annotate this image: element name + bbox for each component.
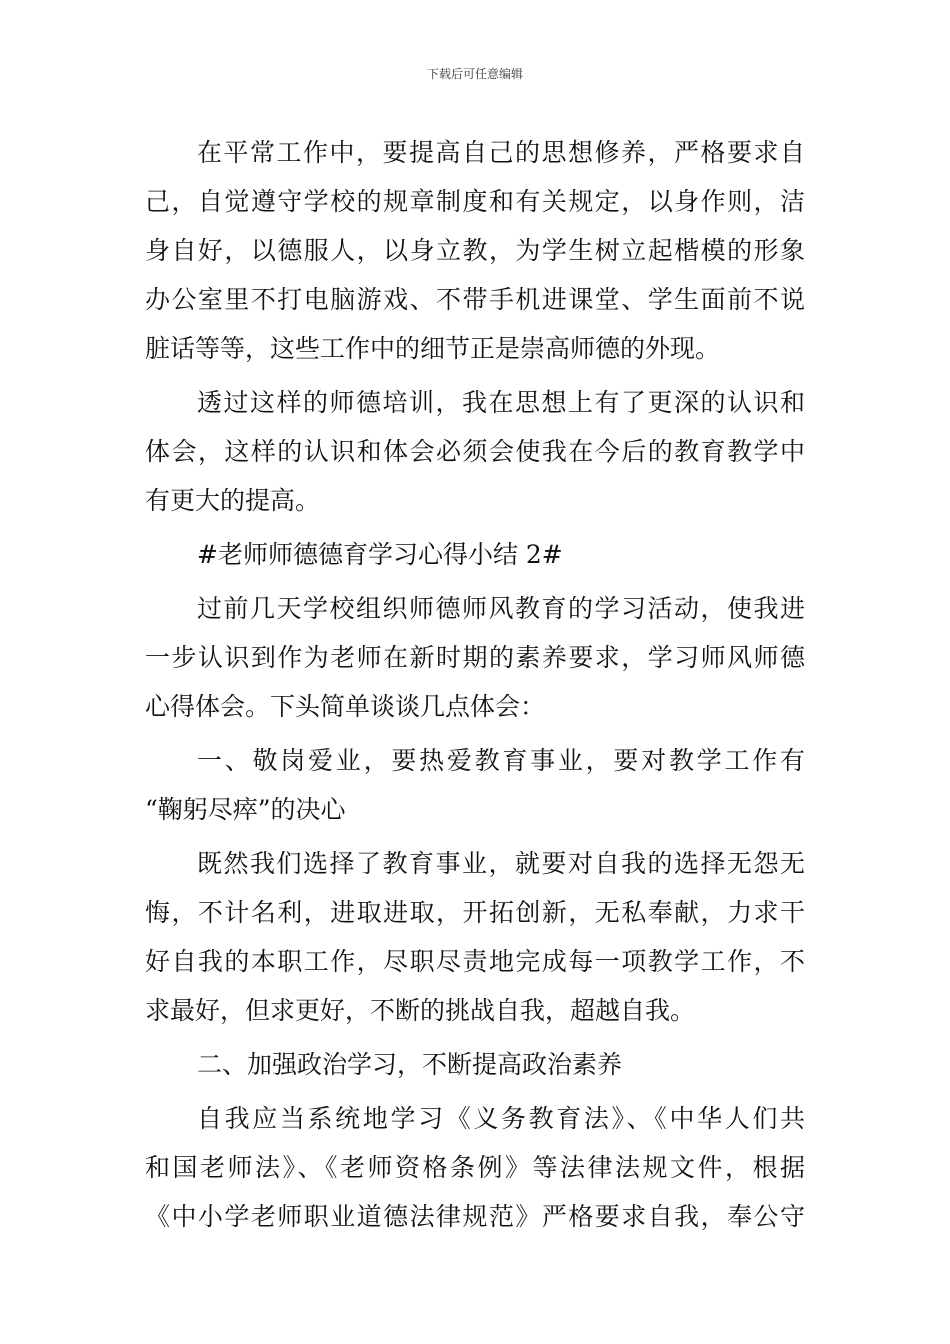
paragraph-line: 《中小学老师职业道德法律规范》严格要求自我，奉公守 (145, 1202, 805, 1231)
point-heading: 一、敬岗爱业，要热爱教育事业，要对教学工作有 (197, 746, 805, 775)
paragraph-line: 求最好，但求更好，不断的挑战自我，超越自我。 (145, 996, 696, 1025)
page-header-note: 下载后可任意编辑 (426, 67, 523, 81)
section-heading: #老师师德德育学习心得小结 2# (197, 540, 563, 569)
paragraph-line: 既然我们选择了教育事业，就要对自我的选择无怨无 (197, 849, 805, 878)
paragraph-line: 好自我的本职工作，尽职尽责地完成每一项教学工作，不 (145, 947, 805, 976)
paragraph-line: 身自好，以德服人，以身立教，为学生树立起楷模的形象 (145, 236, 805, 265)
paragraph-line: 一步认识到作为老师在新时期的素养要求，学习师风师德 (145, 643, 805, 672)
paragraph-line: 自我应当系统地学习《义务教育法》、《中华人们共 (197, 1104, 805, 1133)
point-heading: 二、加强政治学习，不断提高政治素养 (197, 1050, 623, 1079)
paragraph-line: 有更大的提高。 (145, 486, 321, 515)
paragraph-line: 透过这样的师德培训，我在思想上有了更深的认识和 (197, 388, 805, 417)
paragraph-line: 和国老师法》、《老师资格条例》等法律法规文件，根据 (145, 1153, 805, 1182)
paragraph-line: 心得体会。下头简单谈谈几点体会： (145, 692, 546, 721)
paragraph-line: 过前几天学校组织师德师风教育的学习活动，使我进 (197, 594, 805, 623)
paragraph-line: 体会，这样的认识和体会必须会使我在今后的教育教学中 (145, 437, 805, 466)
point-heading: “鞠躬尽瘁”的决心 (145, 795, 346, 824)
paragraph-line: 己，自觉遵守学校的规章制度和有关规定，以身作则，洁 (145, 187, 805, 216)
paragraph-line: 在平常工作中，要提高自己的思想修养，严格要求自 (197, 138, 805, 167)
paragraph-line: 办公室里不打电脑游戏、不带手机进课堂、学生面前不说 (145, 285, 805, 314)
paragraph-line: 脏话等等，这些工作中的细节正是崇高师德的外现。 (145, 334, 721, 363)
document-body (145, 128, 805, 1241)
paragraph-line: 悔，不计名利，进取进取，开拓创新，无私奉献，力求干 (145, 898, 805, 927)
